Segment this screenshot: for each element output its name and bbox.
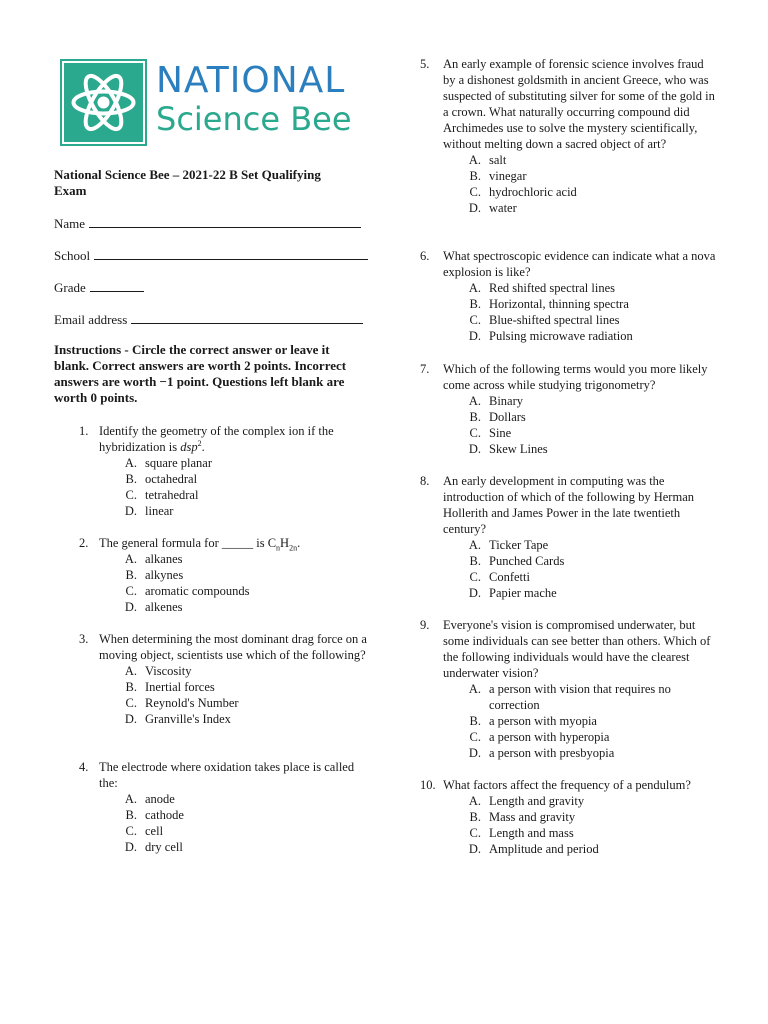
option-c[interactable]: C. hydrochloric acid	[469, 185, 577, 199]
question-6	[420, 248, 716, 344]
option-a[interactable]: A. Ticker Tape	[468, 538, 549, 552]
exam-title: National Science Bee – 2021-22 B Set Qualifying Exam	[54, 167, 321, 198]
option-b[interactable]: B. a person with myopia	[469, 714, 597, 728]
option-b[interactable]: B. Dollars	[469, 410, 526, 424]
option-b[interactable]: B. Punched Cards	[469, 554, 565, 568]
option-a[interactable]: A. anode	[124, 792, 175, 806]
option-a[interactable]: A. alkanes	[124, 552, 183, 566]
question-1	[79, 423, 369, 519]
name-field	[54, 215, 361, 232]
name-label: Name	[54, 216, 86, 231]
email-label: Email address	[54, 312, 128, 327]
option-a[interactable]: A. salt	[468, 153, 507, 167]
option-c[interactable]: C. Sine	[469, 426, 512, 440]
option-d[interactable]: D. alkenes	[124, 600, 183, 614]
question-number: 8.	[420, 474, 430, 488]
option-c[interactable]: C. tetrahedral	[125, 488, 199, 502]
question-number: 3.	[79, 632, 89, 646]
option-a[interactable]: A. Binary	[468, 394, 524, 408]
question-text: Everyone's vision is compromised underwater, but some individuals can see better than others. Which of the following individuals would have the clearest underwater vision?	[443, 618, 711, 680]
option-d[interactable]: D. Skew Lines	[468, 442, 548, 456]
question-5	[420, 56, 716, 216]
option-d[interactable]: D. Papier mache	[468, 586, 557, 600]
option-d[interactable]: D. dry cell	[124, 840, 183, 854]
email-field	[54, 311, 363, 328]
option-b[interactable]: B. vinegar	[469, 169, 527, 183]
school-field	[54, 247, 368, 264]
national-science-bee-logo	[60, 59, 372, 146]
name-blank[interactable]	[89, 215, 361, 228]
question-text: An early development in computing was the introduction of which of the following by Herman Hollerith and James Power in the late twentieth century?	[443, 474, 694, 536]
option-c[interactable]: C. Length and mass	[469, 826, 574, 840]
question-text: What factors affect the frequency of a pendulum?	[443, 778, 691, 792]
logo-wordmark	[156, 60, 352, 138]
email-blank[interactable]	[131, 311, 363, 324]
option-a[interactable]: A. a person with vision that requires no correction	[468, 682, 671, 712]
grade-blank[interactable]	[90, 279, 144, 292]
option-a[interactable]: A. Red shifted spectral lines	[468, 281, 616, 295]
question-text: Identify the geometry of the complex ion if the hybridization is dsp$^2$.	[99, 424, 334, 454]
question-4	[79, 759, 369, 855]
question-3	[79, 631, 369, 727]
option-d[interactable]: D. a person with presbyopia	[468, 746, 615, 760]
option-d[interactable]: D. linear	[124, 504, 174, 518]
question-text: An early example of forensic science involves fraud by a dishonest goldsmith in ancient Greece, who was suspected of substituting silver for some of the gold in a crown. What naturally occurring compound did Archimedes use to solve the mystery scientifically, without melting down a sacred object of art?	[443, 57, 715, 151]
school-blank[interactable]	[94, 247, 368, 260]
question-9	[420, 617, 716, 761]
question-number: 5.	[420, 57, 430, 71]
question-number: 1.	[79, 424, 89, 438]
school-label: School	[54, 248, 91, 263]
grade-field	[54, 279, 144, 296]
instructions: Instructions - Circle the correct answer or leave it blank. Correct answers are worth 2 points. Incorrect answers are worth −1 point. Questions left blank are worth 0 points.	[54, 342, 347, 405]
question-2	[79, 535, 369, 615]
question-number: 2.	[79, 536, 89, 550]
question-10	[420, 777, 716, 857]
question-text: Which of the following terms would you more likely come across while studying trigonometry?	[443, 362, 708, 392]
question-number: 7.	[420, 362, 430, 376]
option-c[interactable]: C. aromatic compounds	[125, 584, 250, 598]
atom-icon	[60, 59, 147, 146]
option-b[interactable]: B. Horizontal, thinning spectra	[469, 297, 629, 311]
question-text: What spectroscopic evidence can indicate what a nova explosion is like?	[443, 249, 716, 279]
option-d[interactable]: D. Amplitude and period	[468, 842, 599, 856]
option-d[interactable]: D. Pulsing microwave radiation	[468, 329, 633, 343]
option-b[interactable]: B. Mass and gravity	[469, 810, 576, 824]
option-c[interactable]: C. cell	[125, 824, 164, 838]
option-c[interactable]: C. Blue-shifted spectral lines	[469, 313, 620, 327]
option-b[interactable]: B. cathode	[125, 808, 184, 822]
question-7	[420, 361, 716, 457]
option-d[interactable]: D. Granville's Index	[124, 712, 231, 726]
option-d[interactable]: D. water	[468, 201, 517, 215]
grade-label: Grade	[54, 280, 86, 295]
option-c[interactable]: C. Confetti	[469, 570, 530, 584]
option-c[interactable]: C. Reynold's Number	[125, 696, 239, 710]
question-number: 6.	[420, 249, 430, 263]
question-number: 4.	[79, 760, 89, 774]
question-number: 9.	[420, 618, 430, 632]
option-a[interactable]: A. Length and gravity	[468, 794, 585, 808]
question-8	[420, 473, 716, 601]
option-b[interactable]: B. Inertial forces	[125, 680, 215, 694]
option-c[interactable]: C. a person with hyperopia	[469, 730, 610, 744]
question-text: The electrode where oxidation takes place is called the:	[99, 760, 355, 790]
question-text: The general formula for _____ is $C_nH_{2n}$.	[99, 536, 301, 553]
option-b[interactable]: B. octahedral	[125, 472, 198, 486]
option-a[interactable]: A. Viscosity	[124, 664, 192, 678]
logo-line-2: Science Bee	[156, 100, 352, 138]
logo-line-1: NATIONAL	[156, 60, 346, 101]
question-text: When determining the most dominant drag force on a moving object, scientists use which of the following?	[99, 632, 367, 662]
option-a[interactable]: A. square planar	[124, 456, 212, 470]
option-b[interactable]: B. alkynes	[125, 568, 184, 582]
question-number: 10.	[420, 778, 436, 792]
